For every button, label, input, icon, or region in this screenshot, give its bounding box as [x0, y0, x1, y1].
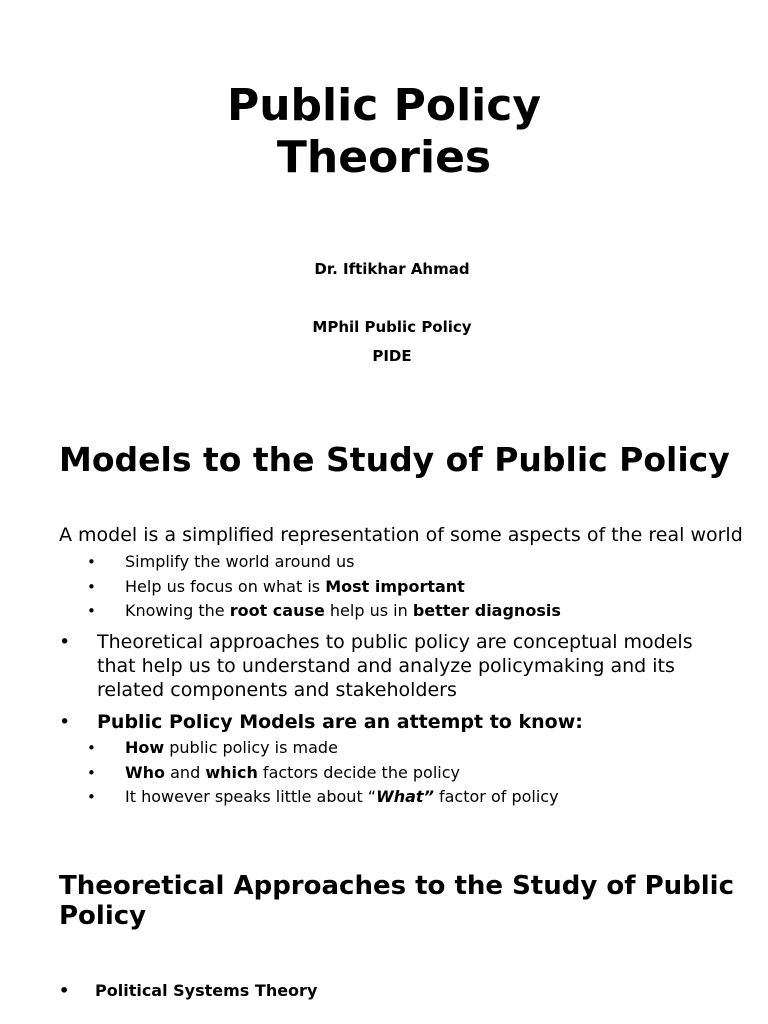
section-heading-models: Models to the Study of Public Policy [59, 440, 730, 479]
institution-name: PIDE [372, 347, 412, 365]
title-line-1: Public Policy [226, 80, 542, 131]
model-benefits-list [0, 550, 561, 624]
list-item: • Simplify the world around us [0, 550, 561, 575]
list-item: • Help us focus on what is Most important [0, 575, 561, 600]
bullet-political-systems-theory: • Political Systems Theory [59, 981, 318, 1000]
page-title [0, 80, 768, 184]
list-item: • Who and which factors decide the policy [0, 761, 559, 786]
model-definition: A model is a simplified representation of some aspects of the real world [59, 524, 743, 546]
bullet-theoretical-approaches: • Theoretical approaches to public policy are conceptual models that help us to understand and analyze policymaking and its related components and stakeholders [59, 631, 693, 701]
list-item: • Knowing the root cause help us in better diagnosis [0, 599, 561, 624]
models-know-list [0, 736, 559, 810]
title-line-2: Theories [276, 132, 492, 183]
bullet-icon: • [59, 631, 71, 653]
bullet-models-attempt: • Public Policy Models are an attempt to know: [59, 711, 583, 733]
list-item: • How public policy is made [0, 736, 559, 761]
bullet-icon: • [59, 981, 70, 1000]
author-name: Dr. Iftikhar Ahmad [314, 260, 470, 278]
bullet-icon: • [59, 711, 71, 733]
list-item: • It however speaks little about “What” factor of policy [0, 785, 559, 810]
section-heading-theoretical: Theoretical Approaches to the Study of Public Policy [59, 871, 734, 931]
program-name: MPhil Public Policy [312, 318, 472, 336]
